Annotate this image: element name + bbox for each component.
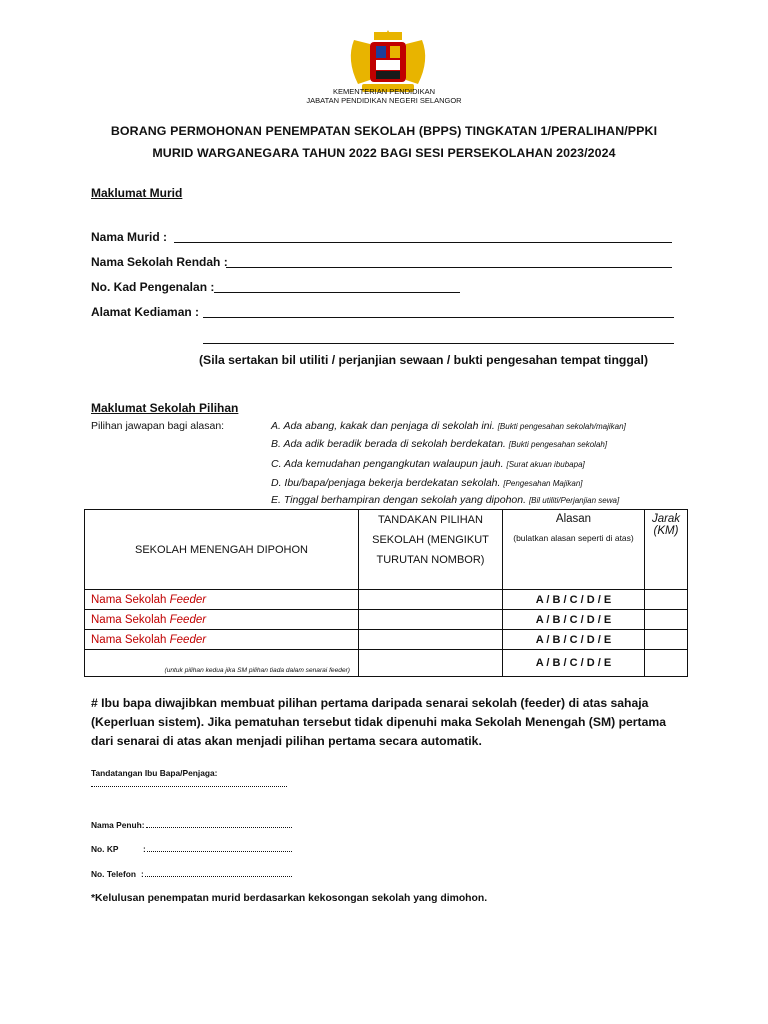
option-c: C. Ada kemudahan pengangkutan walaupun jauh. [Surat akuan ibubapa] [271, 458, 585, 470]
second-choice-cell[interactable]: (untuk pilihan kedua jika SM pilihan tiada dalam senarai feeder) [85, 650, 359, 677]
nama-murid-field[interactable] [174, 242, 672, 243]
pilihan-label: Pilihan jawapan bagi alasan: [91, 420, 225, 432]
jarak-cell-3[interactable] [645, 630, 688, 650]
footer-note: *Kelulusan penempatan murid berdasarkan kekosongan sekolah yang dimohon. [91, 893, 488, 904]
no-kad-field[interactable] [214, 292, 460, 293]
section-heading-sekolah: Maklumat Sekolah Pilihan [91, 401, 239, 415]
option-b: B. Ada adik beradik berada di sekolah berdekatan. [Bukti pengesahan sekolah] [271, 438, 608, 450]
section-heading-murid: Maklumat Murid [91, 186, 183, 200]
ministry-name: KEMENTERIAN PENDIDIKAN [332, 87, 436, 96]
option-e: E. Tinggal berhampiran dengan sekolah yang dipohon. [Bil utiliti/Perjanjian sewa] [271, 494, 620, 506]
alasan-cell-4[interactable]: A / B / C / D / E [503, 650, 645, 677]
feeder-school-cell-1[interactable]: Nama Sekolah Feeder [85, 590, 359, 610]
form-title-line1: BORANG PERMOHONAN PENEMPATAN SEKOLAH (BPPS) TINGKATAN 1/PERALIHAN/PPKI [110, 124, 658, 138]
alamat-field-line1[interactable] [203, 317, 674, 318]
table-header-row [85, 510, 688, 590]
col-alasan-header: Alasan (bulatkan alasan seperti di atas) [503, 510, 645, 590]
nama-sekolah-rendah-label: Nama Sekolah Rendah : [91, 255, 228, 269]
tandatangan-field[interactable] [91, 786, 287, 787]
tandakan-cell-1[interactable] [359, 590, 503, 610]
table-row [85, 650, 688, 677]
col-jarak-header: Jarak (KM) [645, 510, 688, 590]
table-row [85, 630, 688, 650]
option-a: A. Ada abang, kakak dan penjaga di sekolah ini. [Bukti pengesahan sekolah/majikan] [271, 420, 626, 432]
feeder-school-cell-2[interactable]: Nama Sekolah Feeder [85, 610, 359, 630]
tandakan-cell-3[interactable] [359, 630, 503, 650]
tandakan-cell-4[interactable] [359, 650, 503, 677]
table-row [85, 610, 688, 630]
notice-text: # Ibu bapa diwajibkan membuat pilihan pertama daripada senarai sekolah (feeder) di atas sahaja (Keperluan sistem). Jika pematuhan tersebut tidak dipenuhi maka Sekolah Menengah (SM) pertama dari senarai di atas akan menjadi pilihan pertama secara automatik. [91, 696, 666, 748]
coat-of-arms-logo [340, 30, 436, 94]
alasan-cell-1[interactable]: A / B / C / D / E [503, 590, 645, 610]
nama-penuh-label: Nama Penuh: [91, 820, 145, 830]
department-name: JABATAN PENDIDIKAN NEGERI SELANGOR [306, 96, 462, 105]
jarak-cell-1[interactable] [645, 590, 688, 610]
no-kp-field[interactable] [147, 842, 292, 852]
no-telefon-colon: : [141, 869, 144, 879]
jarak-cell-4[interactable] [645, 650, 688, 677]
school-choice-table [84, 509, 688, 677]
feeder-school-cell-3[interactable]: Nama Sekolah Feeder [85, 630, 359, 650]
nama-penuh-field[interactable] [146, 818, 292, 828]
alamat-label: Alamat Kediaman : [91, 305, 200, 319]
nama-murid-label: Nama Murid : [91, 230, 168, 244]
table-row [85, 590, 688, 610]
alasan-cell-2[interactable]: A / B / C / D / E [503, 610, 645, 630]
option-d: D. Ibu/bapa/penjaga bekerja berdekatan sekolah. [Pengesahan Majikan] [271, 477, 583, 489]
alamat-field-line2[interactable] [203, 343, 674, 344]
tandatangan-label: Tandatangan Ibu Bapa/Penjaga: [91, 768, 218, 778]
no-telefon-field[interactable] [145, 867, 292, 877]
alamat-note: (Sila sertakan bil utiliti / perjanjian sewaan / bukti pengesahan tempat tinggal) [199, 353, 649, 367]
no-kp-label: No. KP [91, 844, 119, 854]
col-tandakan-header: TANDAKAN PILIHAN SEKOLAH (MENGIKUT TURUTAN NOMBOR) [359, 510, 503, 590]
jarak-cell-2[interactable] [645, 610, 688, 630]
tandakan-cell-2[interactable] [359, 610, 503, 630]
no-kad-label: No. Kad Pengenalan : [91, 280, 215, 294]
alasan-cell-3[interactable]: A / B / C / D / E [503, 630, 645, 650]
col-sekolah-header: SEKOLAH MENENGAH DIPOHON [85, 510, 359, 590]
nama-sekolah-rendah-field[interactable] [226, 267, 672, 268]
no-telefon-label: No. Telefon [91, 869, 136, 879]
no-kp-colon: : [143, 844, 146, 854]
form-title-line2: MURID WARGANEGARA TAHUN 2022 BAGI SESI PERSEKOLAHAN 2023/2024 [152, 146, 616, 160]
